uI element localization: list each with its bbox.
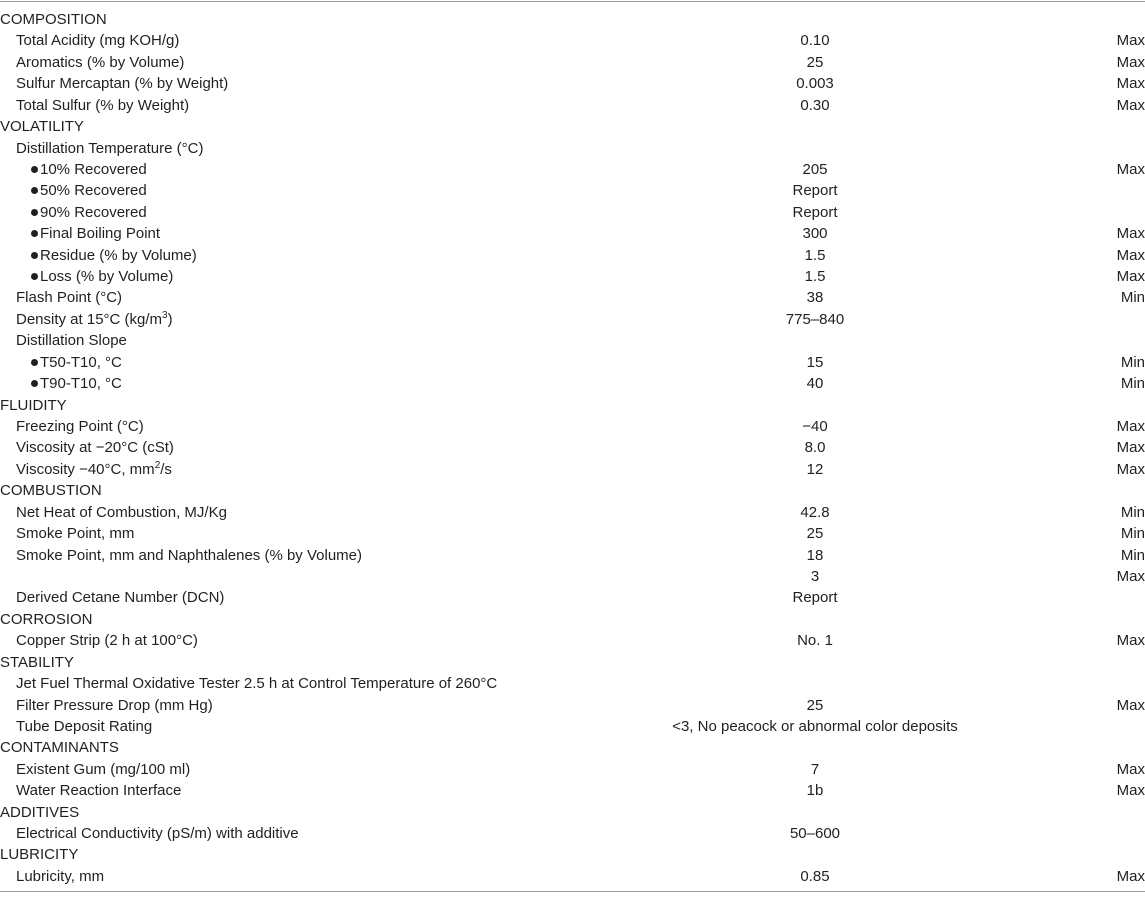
bullet-icon [31,230,38,237]
section-title-cell [0,652,560,673]
unit-superscript: 2 [154,459,161,471]
limit-cell: Max [1116,268,1145,286]
limit-cell: Min [1120,503,1145,521]
value-cell [560,609,1070,630]
property-label: Distillation Slope [16,332,127,350]
limit-cell: Max [1116,867,1145,885]
value-cell [560,330,1070,351]
property-cell [0,866,560,887]
table-row [0,416,1145,437]
bullet-icon [31,209,38,216]
value-cell [560,116,1070,137]
value-cell [560,138,1070,159]
limit-cell [1070,330,1145,351]
section-header-row [0,737,1145,758]
table-row [0,437,1145,458]
table-row [0,759,1145,780]
limit-cell: Min [1120,289,1145,307]
property-cell [0,352,560,373]
section-title-cell [0,480,560,501]
value-cell: Report [792,182,838,200]
limit-cell: Max [1116,439,1145,457]
section-header-row [0,844,1145,865]
limit-cell [1070,480,1145,501]
table-body [0,9,1145,887]
table-row [0,95,1145,116]
property-label: Derived Cetane Number (DCN) [16,589,225,607]
limit-cell [1070,587,1145,608]
section-header-row [0,395,1145,416]
property-label: Jet Fuel Thermal Oxidative Tester 2.5 h at Control Temperature of 260°C [16,675,498,693]
section-title-cell [0,802,560,823]
limit-cell: Max [1116,32,1145,50]
value-cell [560,844,1070,865]
table-row [0,630,1145,651]
limit-cell [1070,823,1145,844]
property-cell [0,759,560,780]
property-label: Smoke Point, mm [16,525,135,543]
property-cell [0,287,560,308]
value-cell [560,395,1070,416]
property-label: ADDITIVES [0,803,80,821]
table-row [0,566,1145,587]
value-cell: 1.5 [804,268,826,286]
value-cell [560,480,1070,501]
bottom-rule [0,891,1145,892]
section-title-cell [0,609,560,630]
limit-cell: Max [1116,53,1145,71]
value-cell [560,673,1070,694]
bullet-icon [31,252,38,259]
property-cell [0,159,560,180]
table-row [0,30,1145,51]
limit-cell [1070,202,1145,223]
limit-cell [1070,609,1145,630]
bullet-icon [31,359,38,366]
property-cell [0,245,560,266]
property-cell [0,823,560,844]
property-label-suffix: ) [167,310,173,328]
value-cell: 300 [802,225,828,243]
limit-cell: Min [1120,353,1145,371]
top-rule [0,1,1145,2]
value-cell: 1.5 [804,246,826,264]
value-cell: 12 [806,460,824,478]
bullet-icon [31,166,38,173]
limit-cell: Min [1120,375,1145,393]
table-row [0,523,1145,544]
table-row [0,716,1145,737]
limit-cell: Max [1116,760,1145,778]
property-label: COMPOSITION [0,11,107,28]
property-label: Density at 15°C (kg/m [16,310,163,328]
property-cell [0,502,560,523]
property-label: Loss (% by Volume) [40,268,174,286]
limit-cell [1070,673,1145,694]
table-row [0,309,1145,330]
property-cell [0,180,560,201]
property-cell [0,30,560,51]
limit-cell [1070,395,1145,416]
property-label: Smoke Point, mm and Naphthalenes (% by Volume) [16,546,363,564]
property-label: Freezing Point (°C) [16,418,144,436]
property-label: Existent Gum (mg/100 ml) [16,760,191,778]
property-cell [0,459,560,480]
value-cell: 25 [806,53,824,71]
limit-cell: Max [1116,696,1145,714]
property-cell [0,309,560,330]
value-cell: 0.10 [800,32,830,50]
property-label: Aromatics (% by Volume) [16,53,185,71]
table-row [0,73,1145,94]
value-cell: 205 [802,160,828,178]
value-cell: −40 [802,418,828,436]
property-label: Lubricity, mm [16,867,105,885]
property-label: Flash Point (°C) [16,289,123,307]
property-label: STABILITY [0,653,74,671]
property-cell [0,780,560,801]
limit-cell: Max [1116,246,1145,264]
value-cell: 38 [806,289,824,307]
section-header-row [0,9,1145,30]
section-title-cell [0,395,560,416]
property-label: Water Reaction Interface [16,782,182,800]
property-cell [0,545,560,566]
value-cell [560,737,1070,758]
property-label-suffix: /s [160,460,172,478]
table-row [0,330,1145,351]
limit-cell [1070,802,1145,823]
property-label: Filter Pressure Drop (mm Hg) [16,696,213,714]
table-row [0,266,1145,287]
limit-cell [1070,180,1145,201]
limit-cell [1070,138,1145,159]
property-cell [0,566,560,587]
limit-cell [1070,737,1145,758]
value-cell: Report [792,589,838,607]
limit-cell: Max [1116,782,1145,800]
limit-cell [1070,9,1145,30]
table-row [0,866,1145,887]
section-header-row [0,480,1145,501]
value-cell: 15 [806,353,824,371]
limit-cell: Max [1116,225,1145,243]
value-cell: No. 1 [797,632,833,650]
table-row [0,245,1145,266]
section-header-row [0,652,1145,673]
limit-cell [1070,309,1145,330]
section-title-cell [0,9,560,30]
value-cell: 7 [810,760,820,778]
table-row [0,673,1145,694]
property-label: Copper Strip (2 h at 100°C) [16,632,198,650]
value-cell: 0.003 [796,75,834,93]
limit-cell: Max [1116,418,1145,436]
bullet-icon [31,273,38,280]
property-label: T90-T10, °C [40,375,122,393]
property-cell [0,223,560,244]
limit-cell: Max [1116,460,1145,478]
table-row [0,223,1145,244]
property-cell [0,73,560,94]
section-header-row [0,802,1145,823]
value-cell [560,802,1070,823]
value-cell: 42.8 [800,503,830,521]
property-cell [0,437,560,458]
property-label: Total Acidity (mg KOH/g) [16,32,180,50]
value-cell: 775–840 [785,310,845,328]
unit-superscript: 3 [162,309,168,321]
table-row [0,587,1145,608]
limit-cell [1070,716,1145,737]
value-cell: 40 [806,375,824,393]
value-cell [560,9,1070,30]
property-cell [0,330,560,351]
property-label: CONTAMINANTS [0,739,119,757]
property-label: CORROSION [0,610,93,628]
limit-cell: Min [1120,525,1145,543]
property-label: Electrical Conductivity (pS/m) with additive [16,825,299,843]
property-label: 90% Recovered [40,203,147,221]
value-cell: Report [792,203,838,221]
limit-cell [1070,116,1145,137]
property-label: VOLATILITY [0,118,84,136]
table-row [0,138,1145,159]
section-header-row [0,609,1145,630]
bullet-icon [31,380,38,387]
property-cell [0,695,560,716]
table-row [0,780,1145,801]
property-label: Viscosity at −20°C (cSt) [16,439,174,457]
property-label: T50-T10, °C [40,353,122,371]
section-title-cell [0,844,560,865]
property-label: Net Heat of Combustion, MJ/Kg [16,503,227,521]
table-row [0,52,1145,73]
property-label: Total Sulfur (% by Weight) [16,96,190,114]
value-cell: 3 [810,567,820,585]
table-row [0,695,1145,716]
property-cell [0,523,560,544]
property-cell [0,416,560,437]
property-cell [0,202,560,223]
table-row [0,459,1145,480]
limit-cell [1070,652,1145,673]
property-label: COMBUSTION [0,482,102,500]
table-row [0,502,1145,523]
value-cell: 8.0 [804,439,826,457]
limit-cell: Max [1116,160,1145,178]
property-cell [0,266,560,287]
section-title-cell [0,737,560,758]
table-row [0,202,1145,223]
property-label: Final Boiling Point [40,225,161,243]
limit-cell: Min [1120,546,1145,564]
property-label: Distillation Temperature (°C) [16,139,204,157]
property-label: Tube Deposit Rating [16,717,153,735]
value-cell: 0.85 [800,867,830,885]
property-label: Sulfur Mercaptan (% by Weight) [16,75,229,93]
property-cell [0,52,560,73]
table-row [0,180,1145,201]
property-cell [0,373,560,394]
section-header-row [0,116,1145,137]
section-title-cell [0,116,560,137]
table-row [0,823,1145,844]
property-cell [0,673,560,694]
value-cell: <3, No peacock or abnormal color deposits [672,717,958,735]
limit-cell: Max [1116,567,1145,585]
property-label: 10% Recovered [40,160,147,178]
table-row [0,287,1145,308]
property-cell [0,630,560,651]
property-cell [0,716,560,737]
property-label: 50% Recovered [40,182,147,200]
value-cell: 1b [806,782,824,800]
table-row [0,352,1145,373]
property-cell [0,138,560,159]
property-label: Residue (% by Volume) [40,246,197,264]
bullet-icon [31,187,38,194]
value-cell [560,652,1070,673]
value-cell: 25 [806,696,824,714]
value-cell: 25 [806,525,824,543]
table-row [0,159,1145,180]
table-row [0,373,1145,394]
property-label: FLUIDITY [0,396,67,414]
limit-cell: Max [1116,96,1145,114]
value-cell: 0.30 [800,96,830,114]
limit-cell: Max [1116,632,1145,650]
limit-cell: Max [1116,75,1145,93]
property-cell [0,587,560,608]
property-label: Viscosity −40°C, mm [16,460,155,478]
fuel-specification-table [0,9,1145,887]
property-cell [0,95,560,116]
table-row [0,545,1145,566]
value-cell: 50–600 [789,825,841,843]
value-cell: 18 [806,546,824,564]
property-label: LUBRICITY [0,846,79,864]
limit-cell [1070,844,1145,865]
